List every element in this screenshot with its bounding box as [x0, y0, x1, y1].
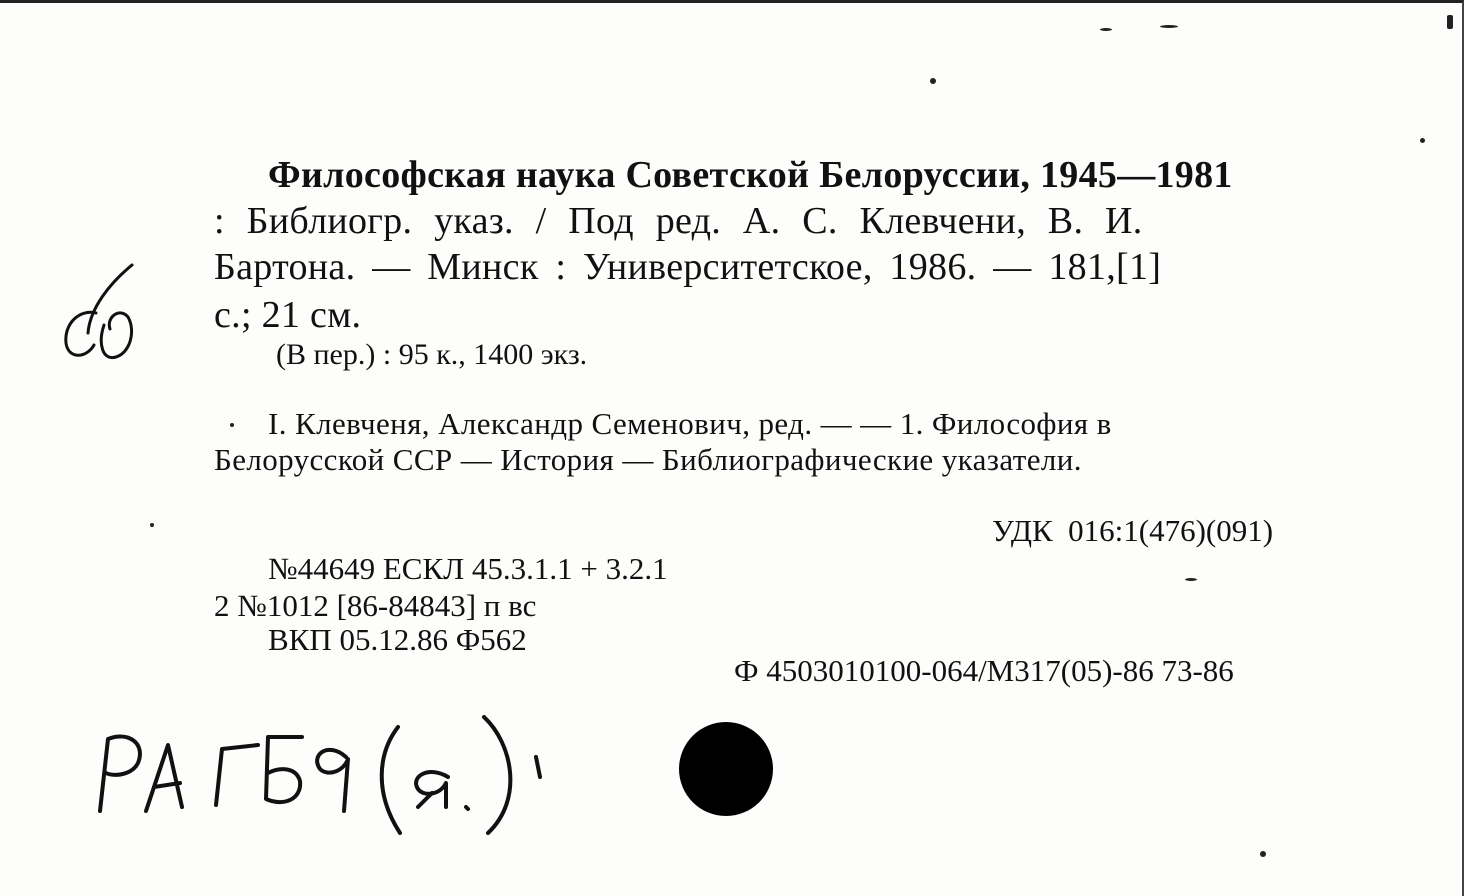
index-code: Ф 4503010100-064/М317(05)-86 73-86 [734, 653, 1234, 688]
price-line: (В пер.) : 95 к., 1400 экз. [276, 338, 588, 371]
scan-speck [1160, 25, 1178, 28]
book-title: Философская наука Советской Белоруссии, 1945—1981 [268, 154, 1233, 196]
scan-speck [230, 423, 234, 427]
description-line-1: : Библиогр. указ. / Под ред. А. С. Клевчени, В. И. [214, 200, 1143, 242]
handwritten-shelf-mark [88, 703, 548, 843]
catalog-line-2: 2 №1012 [86-84843] п вс [214, 588, 537, 623]
scan-speck [930, 78, 936, 84]
punch-hole [679, 722, 773, 816]
handwritten-margin-note [50, 253, 170, 373]
scan-speck [150, 523, 154, 527]
tracing-line-2: Белорусской ССР — История — Библиографические указатели. [214, 442, 1082, 477]
scan-speck [1100, 28, 1112, 31]
scan-speck [1420, 138, 1425, 143]
catalog-line-1: №44649 ЕСКЛ 45.3.1.1 + 3.2.1 [268, 551, 668, 586]
catalog-line-3: ВКП 05.12.86 Ф562 [268, 622, 527, 657]
tracing-line-1: I. Клевченя, Александр Семенович, ред. — — 1. Философия в [268, 406, 1112, 441]
description-line-3: с.; 21 см. [214, 294, 362, 336]
udc-code: УДК 016:1(476)(091) [992, 513, 1274, 548]
scan-speck [1185, 578, 1197, 581]
description-line-2: Бартона. — Минск : Университетское, 1986. — 181,[1] [214, 246, 1162, 288]
scan-speck [1260, 851, 1266, 857]
scan-speck [1447, 15, 1453, 29]
